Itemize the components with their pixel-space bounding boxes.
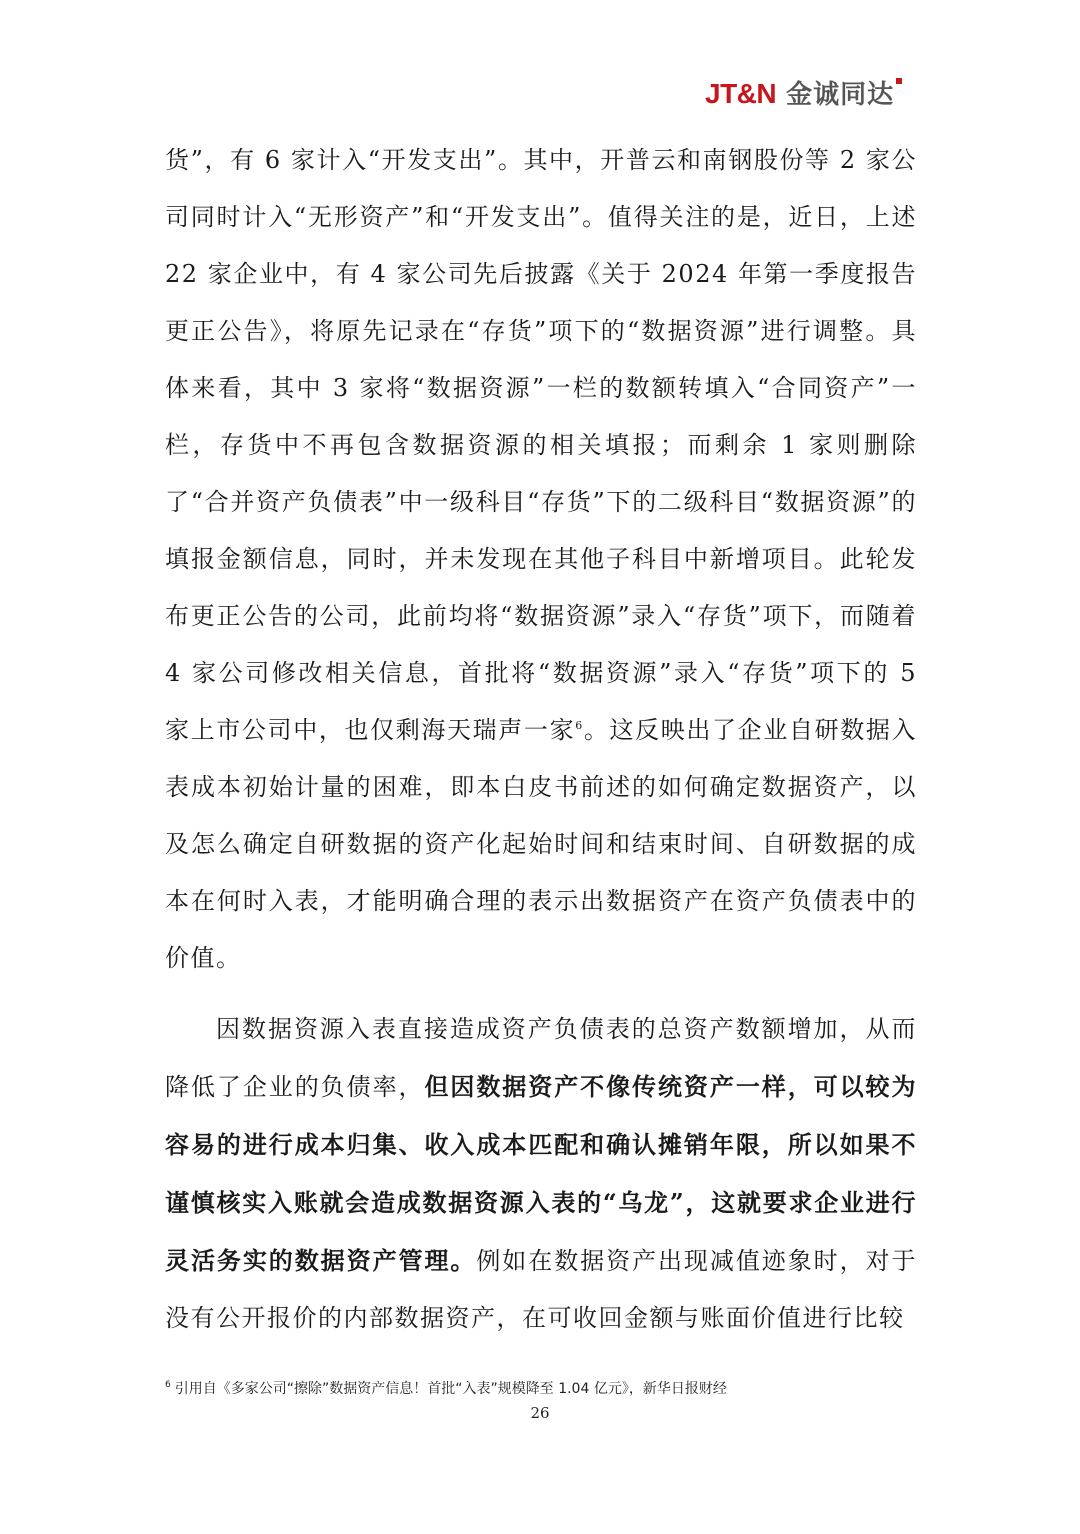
paragraph-2 — [165, 1001, 917, 1347]
paragraph-1-part-2: 。这反映出了企业自研数据入表成本初始计量的困难，即本白皮书前述的如何确定数据资产，以及怎么确定自研数据的资产化起始时间和结束时间、自研数据的成本在何时入表，才能明确合理的表示出数据资产在资产负债表中的价值。 — [165, 716, 918, 972]
footnote — [165, 1380, 925, 1398]
paragraph-2-part-1: 因数据资源入表直接造成资产负债表的总资产数额增加，从而降低了企业的负债率， — [165, 1015, 917, 1101]
footnote-ref: 6 — [575, 719, 584, 732]
logo-dot-icon — [896, 78, 902, 84]
body-text — [165, 132, 917, 1347]
page-number: 26 — [530, 1404, 550, 1422]
paragraph-1 — [165, 132, 917, 987]
company-logo — [705, 80, 894, 108]
paragraph-2-part-2: 例如在数据资产出现减值迹象时，对于没有公开报价的内部数据资产，在可收回金额与账面价值进行比较 — [165, 1247, 918, 1332]
footnote-text: 引用自《多家公司“擦除”数据资产信息！首批“入表”规模降至 1.04 亿元》，新华日报财经 — [174, 1381, 727, 1397]
paragraph-2-bold: 但因数据资产不像传统资产一样，可以较为容易的进行成本归集、收入成本匹配和确认摊销年限，所以如果不谨慎核实入账就会造成数据资源入表的“乌龙”，这就要求企业进行灵活务实的数据资产管理。 — [165, 1072, 918, 1275]
logo-mark: JT&N — [705, 78, 777, 109]
paragraph-1-part-1: 货”，有 6 家计入“开发支出”。其中，开普云和南钢股份等 2 家公司同时计入“无形资产”和“开发支出”。值得关注的是，近日，上述 22 家企业中，有 4 家公司先后披露《关于 2024 年第一季度报告更正公告》，将原先记录在“存货”项下的“数据资源”进行调整。具体来看，其中 3 家将“数据资源”一栏的数额转填入“合同资产”一栏，存货中不再包含数据资源的相关填报；而剩余 1 家则删除了“合并资产负债表”中一级科目“存货”下的二级科目“数据资源”的填报金额信息，同时，并未发现在其他子科目中新增项目。此轮发布更正公告的公司，此前均将“数据资源”录入“存货”项下，而随着 4 家公司修改相关信息，首批将“数据资源”录入“存货”项下的 5 家上市公司中，也仅剩海天瑞声一家 — [165, 146, 917, 744]
footnote-number: 6 — [165, 1380, 171, 1391]
logo-chinese-name: 金诚同达 — [786, 79, 895, 109]
